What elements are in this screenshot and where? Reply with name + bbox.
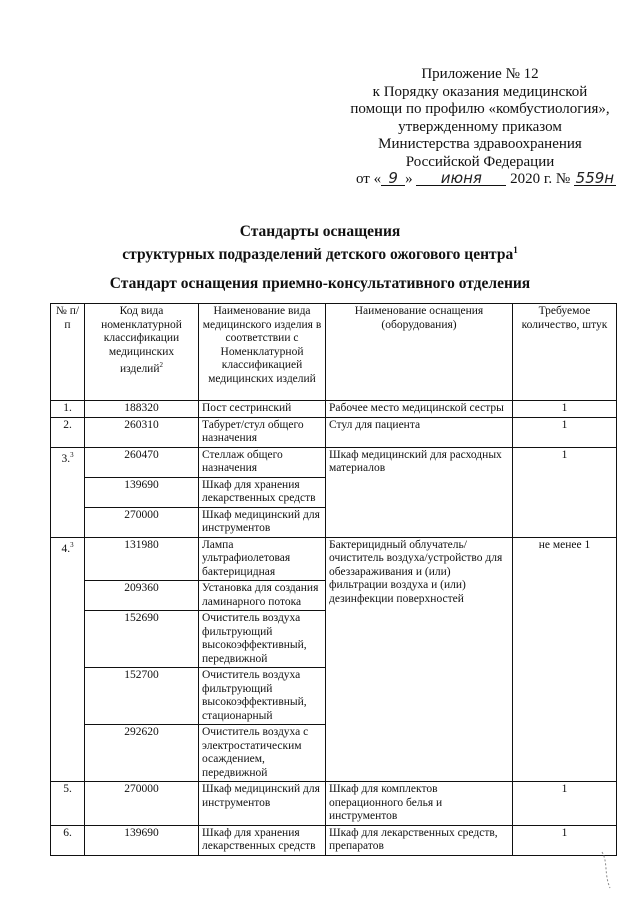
row-qty: 1 [513,417,617,447]
table-row [51,401,617,418]
row-code: 152700 [85,668,199,725]
appendix-line: утвержденному приказом [398,118,562,135]
order-from: от « [356,171,382,187]
header-code-footnote: 2 [159,361,163,369]
row-equipment: Рабочее место медицинской сестры [326,401,513,418]
order-month-handwritten: июня [416,171,506,186]
row-name: Шкаф медицинский для инструментов [199,782,326,826]
row-name: Очиститель воздуха фильтрующий высокоэффективный, стационарный [199,668,326,725]
main-title-line1: Стандарты оснащения [239,223,401,240]
row-num [51,537,85,782]
table-row [51,447,617,477]
equipment-table [50,303,617,856]
row-qty: не менее 1 [513,537,617,782]
order-day-handwritten: 9 [381,171,405,186]
row-equipment: Бактерицидный облучатель/очиститель воздуха/устройство для обеззараживания и (или) фильтрации воздуха и (или) дезинфекции поверхностей [326,537,513,782]
row-code: 188320 [85,401,199,418]
row-equipment: Шкаф для комплектов операционного белья и инструментов [326,782,513,826]
order-sep: » [405,171,413,187]
header-code [85,304,199,401]
row-num: 1. [51,401,85,418]
table-row [51,417,617,447]
row-num [51,447,85,537]
sub-title: Стандарт оснащения приемно-консультативного отделения [109,275,531,292]
row-num-footnote: 3 [70,540,74,549]
main-title-line2 [0,241,640,264]
row-num-text: 4. [61,542,71,555]
table-row [51,782,617,826]
row-code: 260310 [85,417,199,447]
row-name: Шкаф для хранения лекарственных средств [199,825,326,855]
table-header-row [51,304,617,401]
appendix-line: Министерства здравоохранения [378,136,582,153]
row-num-footnote: 3 [70,450,74,459]
header-code-text: Код вида номенклатурной классификации медицинских изделий [101,305,182,375]
appendix-line: Российской Федерации [405,153,555,170]
row-num: 2. [51,417,85,447]
row-code: 260470 [85,447,199,477]
row-qty: 1 [513,825,617,855]
main-title-text: структурных подразделений детского ожогового центра [122,246,514,264]
row-code: 131980 [85,537,199,581]
row-qty: 1 [513,782,617,826]
row-name: Пост сестринский [199,401,326,418]
row-qty: 1 [513,447,617,537]
row-equipment: Стул для пациента [326,417,513,447]
header-name: Наименование вида медицинского изделия в соответствии с Номенклатурной классификацией медицинских изделий [199,304,326,401]
row-equipment: Шкаф медицинский для расходных материалов [326,447,513,537]
row-code: 209360 [85,581,199,611]
row-code: 270000 [85,507,199,537]
row-code: 139690 [85,477,199,507]
row-code: 270000 [85,782,199,826]
row-num-text: 3. [61,452,71,465]
main-title-footnote: 1 [513,245,518,255]
order-date-line [356,170,640,188]
header-qty: Требуемое количество, штук [513,304,617,401]
row-name: Лампа ультрафиолетовая бактерицидная [199,537,326,581]
scan-mark-icon [598,850,618,890]
row-equipment: Шкаф для лекарственных средств, препаратов [326,825,513,855]
row-name: Очиститель воздуха фильтрующий высокоэффективный, передвижной [199,611,326,668]
header-num: № п/п [51,304,85,401]
row-qty: 1 [513,401,617,418]
row-code: 292620 [85,725,199,782]
row-num: 6. [51,825,85,855]
appendix-line: помощи по профилю «комбустиология», [350,101,610,118]
row-code: 139690 [85,825,199,855]
row-name: Шкаф для хранения лекарственных средств [199,477,326,507]
row-code: 152690 [85,611,199,668]
header-equipment: Наименование оснащения (оборудования) [326,304,513,401]
appendix-line: к Порядку оказания медицинской [372,83,588,100]
order-number-handwritten: 559н [575,169,615,187]
appendix-header [330,66,630,172]
table-row [51,825,617,855]
row-name: Очиститель воздуха с электростатическим осаждением, передвижной [199,725,326,782]
appendix-line: Приложение № 12 [421,66,539,82]
row-name: Установка для создания ламинарного потока [199,581,326,611]
row-name: Шкаф медицинский для инструментов [199,507,326,537]
row-name: Табурет/стул общего назначения [199,417,326,447]
row-num: 5. [51,782,85,826]
table-row [51,537,617,581]
row-name: Стеллаж общего назначения [199,447,326,477]
order-year: 2020 г. № [510,171,571,187]
